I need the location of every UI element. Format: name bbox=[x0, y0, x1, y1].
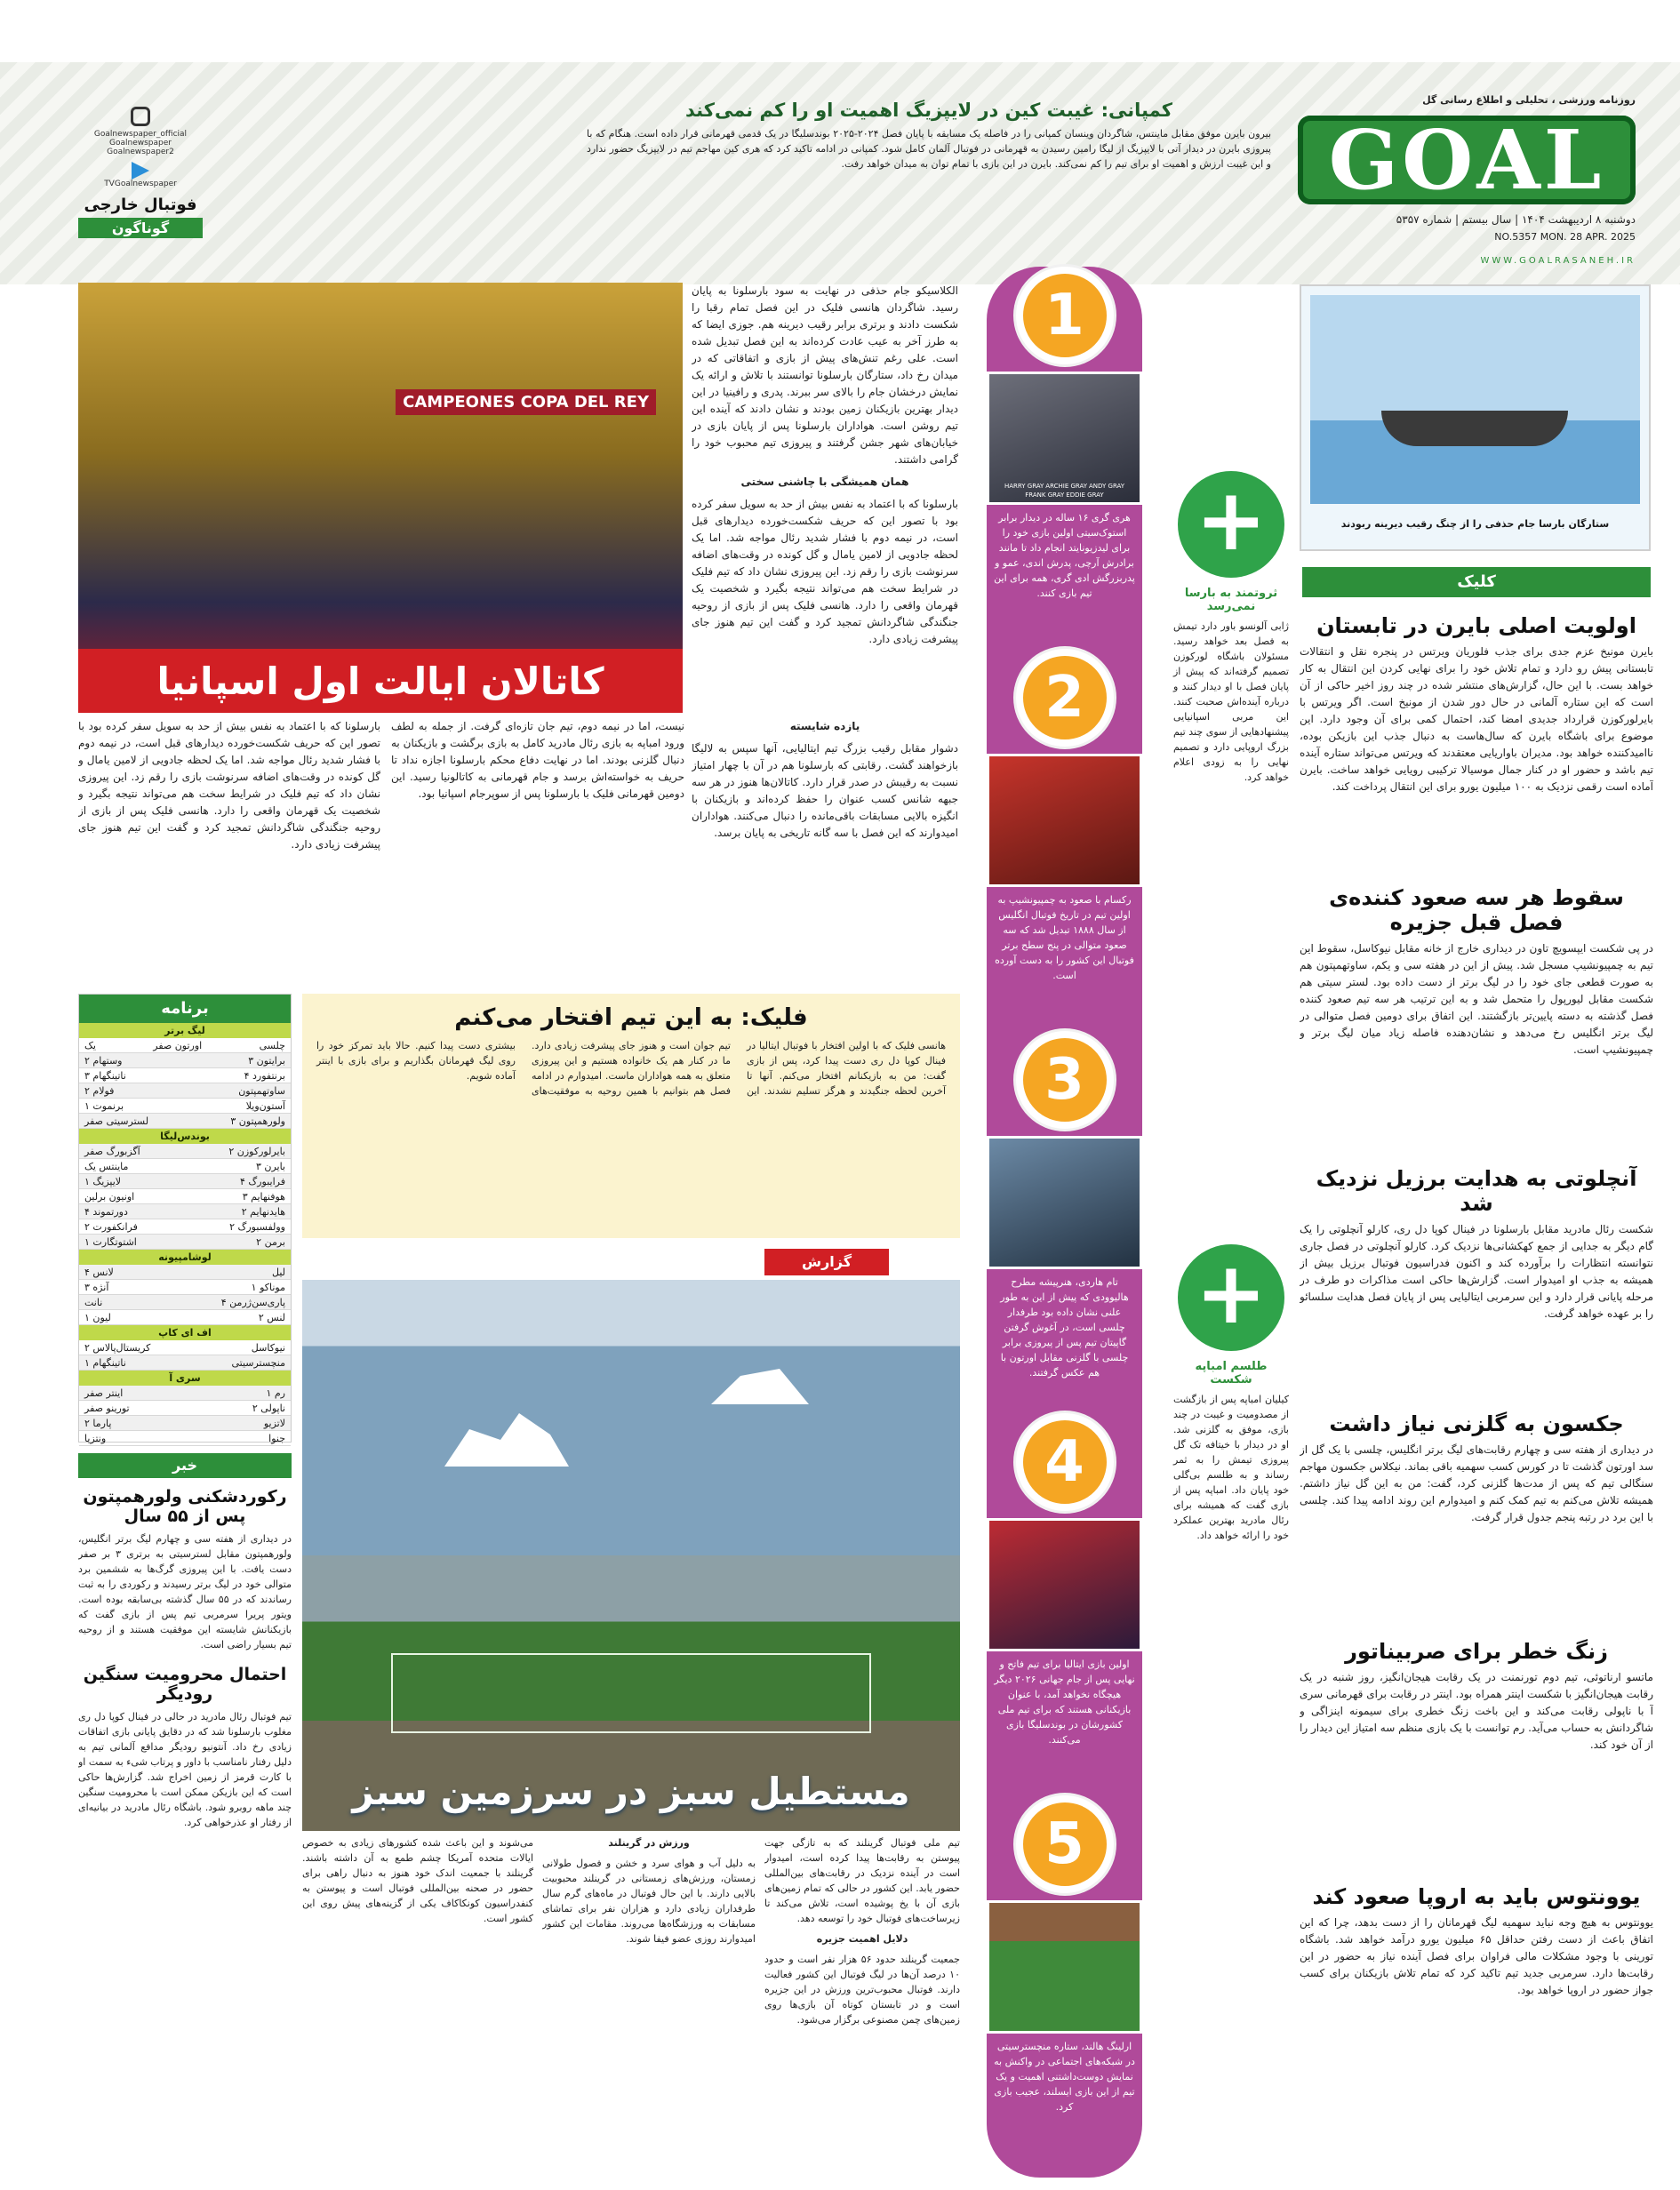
card bbox=[969, 1795, 1160, 2169]
report-photo bbox=[302, 1280, 960, 1831]
schedule-row bbox=[79, 1310, 291, 1325]
numbered-strip bbox=[969, 267, 1160, 2178]
main-col1-text: الکلاسیکو جام حذفی در نهایت به سود بارسلونا به پایان رسید. شاگردان هانسی فلیک در این فصل تمام رقبا را شکست دادند و برتری برابر رقیب دیرینه هم. جوزی ایضا که به طرز آخر به عیب عادت کرده‌اند به این فصل تبدیل شده است. علی رغم تنش‌های پیش از بازی و اتفاقاتی که در میدان رخ داد، ستارگان بارسلونا توانستند با تلاش و ارائه یک نمایش درخشان جام را بالای سر ببرند. پدری و رافینیا در این دیدار بهترین بازیکنان زمین بودند و نشان دادند که آینده این تیم روشن است. هواداران بارسلونا پس از پایان بازی در خیابان‌های شهر جشن گرفتند و پیروزی تیم محبوب خود را گرامی داشتند. bbox=[692, 284, 958, 466]
masthead bbox=[1280, 71, 1653, 284]
section-sub: گوناگون bbox=[78, 218, 203, 238]
schedule-cell: اونیون برلین bbox=[84, 1191, 135, 1203]
report-headline-bar bbox=[302, 1755, 960, 1826]
player-label: EDDIE GRAY bbox=[1066, 492, 1104, 499]
flick-body: هانسی فلیک که با اولین افتخار با فوتبال ایتالیا در فینال کوپا دل ری دست پیدا کرد، پس از بازی گفت: من به بازیکنانم افتخار می‌کنم. آنها تا آخرین لحظه جنگیدند و هرگز تسلیم نشدند. این تیم جوان است و هنوز جای پیشرفت زیادی دارد. ما در کنار هم یک خانواده هستیم و این پیروزی متعلق به همه هواداران ماست. امیدوارم در ادامه فصل هم بتوانیم با همین روحیه به موفقیت‌های بیشتری دست پیدا کنیم. حالا باید تمرکز خود را روی لیگ قهرمانان بگذاریم و برای بازی با اینتر آماده شویم. bbox=[316, 1040, 946, 1097]
report-headline: مستطیل سبز در سرزمین سبز bbox=[352, 1769, 910, 1813]
section-badge bbox=[78, 107, 203, 284]
news-box bbox=[78, 1453, 292, 2182]
report-label bbox=[764, 1249, 889, 1275]
iceberg-shape bbox=[444, 1413, 569, 1467]
schedule-cell: وستهام ۲ bbox=[84, 1055, 123, 1067]
football-pitch bbox=[391, 1653, 871, 1733]
side-story-title: زنگ خطر برای صربیناتور bbox=[1345, 1639, 1608, 1664]
card-photo bbox=[987, 1518, 1142, 1651]
flick-box bbox=[302, 994, 960, 1238]
news-body: تیم فوتبال رئال مادرید در حالی در فینال کوپا دل ری مغلوب بارسلونا شد که در دقایق پایانی بازی اتفاقات زیادی رخ داد. آنتونیو رودیگر مدافع آلمانی تیم به دلیل رفتار نامناسب با داور و پرتاب شیء به سمت او با کارت قرمز از زمین اخراج شد. گزارش‌ها حاکی است که این بازیکن ممکن است با محرومیت سنگین چند ماهه روبرو شود. باشگاه رئال مادرید در بیانیه‌ای از رفتار او عذرخواهی کرد. bbox=[78, 1711, 292, 1828]
schedule-cell: آستون‌ویلا bbox=[245, 1100, 285, 1112]
flick-title: فلیک: به این تیم افتخار می‌کنم bbox=[454, 1004, 808, 1031]
card bbox=[969, 1031, 1160, 1404]
main-col1-repeat: بارسلونا که با اعتماد به نفس بیش از حد به سویل سفر کرده بود با تصور این که حریف شکست‌خورده دیدارهای قبل است، در نیمه دوم با فشار شدید رئال مواجه شد. اما یک لحظه جادویی از لامین یامال و گل کونده در وقت‌های اضافه سرنوشت بازی را رقم زد. این پیروزی نشان داد که تیم فلیک در شرایط سخت هم می‌تواند نتیجه بگیرد و شخصیت یک قهرمان واقعی را دارد. هانسی فلیک پس از بازی از روحیه جنگندگی شاگردانش تمجید کرد و گفت این تیم هنوز جای پیشرفت زیادی دارد. bbox=[78, 720, 380, 851]
teaser-body: کیلیان امباپه پس از بازگشت از مصدومیت و غیبت در چند بازی، موفق به گلزنی شد. او در دیدار با خیتافه تک گل پیروزی تیمش را به ثمر رساند و به طلسم بی‌گلی خود پایان داد. امباپه پس از بازی گفت که همیشه برای رئال مادرید بهترین عملکرد خود را ارائه خواهد داد. bbox=[1173, 1394, 1289, 1541]
report-col-3 bbox=[302, 1835, 533, 2182]
schedule-row bbox=[79, 1355, 291, 1371]
side-story-body: شکست رئال مادرید مقابل بارسلونا در فینال کوپا دل ری، کارلو آنچلوتی را یک گام دیگر به جدایی از جمع کهکشانی‌ها نزدیک کرد. کارلو آنچلوتی در فصل جاری نتوانسته انتظارات را برآورده کند و اکنون فدراسیون فوتبال برزیل بیش از همیشه به جذب او امیدوار است. گزارش‌ها حاکی است مذاکرات دو طرف در مرحله پایانی قرار دارد و این سرمربی ایتالیایی پس از پایان فصل هدایت سلسائو را بر عهده خواهد گرفت. bbox=[1300, 1223, 1653, 1320]
main-photo-banner: CAMPEONES COPA DEL REY bbox=[396, 389, 656, 415]
teaser bbox=[1173, 471, 1289, 1182]
schedule-row bbox=[79, 1401, 291, 1416]
side-story-title: یوونتوس باید به اروپا صعود کند bbox=[1312, 1884, 1641, 1909]
masthead-logo bbox=[1298, 112, 1636, 208]
schedule-row bbox=[79, 1114, 291, 1129]
schedule-cell: لایپزیگ ۱ bbox=[84, 1176, 122, 1187]
schedule-title: برنامه bbox=[161, 999, 209, 1018]
card-number: 1 bbox=[1016, 267, 1114, 364]
schedule-group-header: لیگ برتر bbox=[79, 1023, 291, 1038]
main-subhead: همان همیشگی با چاشنی سختی bbox=[740, 476, 909, 488]
schedule-row bbox=[79, 1340, 291, 1355]
main-headline: کاتالان ایالت اول اسپانیا bbox=[156, 659, 604, 703]
news-title: رکوردشکنی ولورهمپتون پس از ۵۵ سال bbox=[83, 1487, 287, 1526]
masthead-website: WWW.GOALRASANEH.IR bbox=[1480, 256, 1636, 266]
side-story bbox=[1300, 885, 1653, 1161]
schedule-cell: هایدنهایم ۲ bbox=[241, 1206, 285, 1218]
schedule-group-header: سری آ bbox=[79, 1371, 291, 1386]
news-label-bar bbox=[78, 1453, 292, 1478]
schedule-group-header: بوندس‌لیگا bbox=[79, 1129, 291, 1144]
schedule-cell: برمن ۲ bbox=[256, 1236, 285, 1248]
news-label: خبر bbox=[172, 1457, 197, 1474]
card bbox=[969, 649, 1160, 1022]
top-story-title: کمپانی: غیبت کین در لایپزیگ اهمیت او را کم نمی‌کند bbox=[685, 100, 1172, 121]
player-label: HARRY GRAY bbox=[1004, 483, 1044, 490]
main-col-1 bbox=[692, 283, 958, 709]
schedule-cell: رم ۱ bbox=[266, 1387, 285, 1399]
card-number: 5 bbox=[1016, 1795, 1114, 1893]
schedule-cell: موناکو ۱ bbox=[251, 1282, 285, 1293]
top-story bbox=[587, 100, 1271, 277]
report-subhead: دلایل اهمیت جزیره bbox=[816, 1933, 908, 1945]
schedule-box bbox=[78, 994, 292, 1443]
schedule-cell: ناتینگهام ۳ bbox=[84, 1070, 126, 1082]
schedule-cell: چلسی bbox=[259, 1040, 285, 1051]
boat-shape bbox=[1381, 411, 1568, 446]
side-story-body: در پی شکست ایپسویچ تاون در دیداری خارج از خانه مقابل نیوکاسل، سقوط این تیم به چمپیونشیپ مسجل شد. پیش از این در هفته سی و یکم، ساوتهمپتون هم به صورت قطعی جای خود را در لیگ برتر از دست داده بود. لستر سیتی هم شکست مقابل لیورپول را متحمل شد و به این ترتیب هر سه تیم صعود کننده فصل گذشته به دسته پایین‌تر بازگشتند. این اتفاق برای دومین فصل متوالی در لیگ برتر انگلیس رخ می‌دهد و نشان‌دهنده فاصله زیاد میان لیگ برتر و چمپیونشیپ است. bbox=[1300, 942, 1653, 1056]
schedule-cell: آنژه ۳ bbox=[84, 1282, 109, 1293]
side-story-title: جکسون به گلزنی نیاز داشت bbox=[1329, 1411, 1624, 1436]
schedule-row bbox=[79, 1038, 291, 1053]
schedule-row bbox=[79, 1431, 291, 1446]
click-bar bbox=[1302, 567, 1651, 597]
schedule-cell: فرانکفورت ۲ bbox=[84, 1221, 138, 1233]
report-col4-text: می‌شوند و این باعث شده کشورهای زیادی به خصوص ایالات متحده آمریکا چشم طمع به آن داشته باشند. گرینلند با جمعیت اندک خود هنوز به دنبال راهی برای حضور در صحنه بین‌المللی فوتبال است و پیوستن به کنفدراسیون کونکاکاف یکی از گزینه‌های پیش روی این کشور است. bbox=[302, 1837, 533, 1924]
card-number: 2 bbox=[1016, 649, 1114, 747]
schedule-cell: جنوا bbox=[268, 1433, 285, 1444]
main-col-4 bbox=[78, 718, 380, 985]
schedule-row bbox=[79, 1235, 291, 1250]
schedule-cell: فولام ۲ bbox=[84, 1085, 115, 1097]
side-story-body: یوونتوس به هیچ وجه نباید سهمیه لیگ قهرمانان را از دست بدهد، چرا که این اتفاق باعث از دست رفتن حداقل ۶۵ میلیون یورو درآمد خواهد شد. باشگاه تورینی با وجود مشکلات مالی فراوان برای فصل آینده نیاز به حضور در این رقابت‌ها دارد. سرمربی جدید تیم تاکید کرد که تمام تلاش بازیکنان برای کسب جواز حضور در اروپا خواهد بود. bbox=[1300, 1916, 1653, 1996]
card-caption: تام هاردی، هنرپیشه مطرح هالیوودی که پیش از این به طور علنی نشان داده بود طرفدار چلسی است، در آغوش گرفتن گاپیتان تیم پس از پیروزی برابر چلسی با گلزنی مقابل اورتون با هم عکس گرفتند. bbox=[1000, 1276, 1129, 1379]
schedule-cell: برنتفورد ۴ bbox=[244, 1070, 285, 1082]
side-story bbox=[1300, 1166, 1653, 1406]
masthead-date: دوشنبه ۸ اردیبهشت ۱۴۰۴ | سال بیستم | شماره ۵۳۵۷ bbox=[1396, 213, 1636, 226]
social-handle: Goalnewspaper2 bbox=[107, 148, 174, 156]
teaser-title: طلسم امباپه شکست bbox=[1195, 1360, 1268, 1387]
report-col-2 bbox=[542, 1835, 756, 2182]
schedule-cell: لیل bbox=[271, 1267, 285, 1278]
schedule-cell: برایتون ۳ bbox=[248, 1055, 285, 1067]
top-story-body: بیرون بایرن موفق مقابل ماینتس، شاگردان وینسان کمپانی را در فاصله یک مسابقه با پایان فصل ۲۰۲۴-۲۰۲۵ بوندسلیگا در یک قدمی قهرمانی قرار داده است. هنگام که با پیروزی بایرن در دیدار آتی با لایپزیگ از لیگا رامین رسیدن به قهرمانی در فوتبال آلمان کامل شود. کمپانی در ادامه تاکید کرد که هری کین مهاجم تیم در لایپزیگ حضور ندارد و این غیبت ارزش و اهمیت او برای تیم را کم نمی‌کند. بایرن در این بازی با تمام توان به میدان خواهد رفت. bbox=[587, 128, 1272, 170]
schedule-cell: یک bbox=[84, 1040, 96, 1051]
social-handle: TVGoalnewspaper bbox=[104, 180, 177, 188]
side-story bbox=[1300, 1639, 1653, 1879]
side-story-body: ماتسو ارناتوئی، تیم دوم تورنمنت در یک رقابت هیجان‌انگیز، روز شنبه در یک رقابت هیجان‌انگیز با شکست اینتر همراه بود. اینتر در رقابت برای قهرمانی سری آ با ناپولی رقابت می‌کند و این باخت زنگ خطری برای سیمونه اینزاگی و شاگردانش به حساب می‌آید. رم توانست با یک بازی منظم سه امتیاز این دیدار را از آن خود کند. bbox=[1300, 1671, 1653, 1751]
schedule-cell: فرایبورگ ۴ bbox=[239, 1176, 285, 1187]
schedule-row bbox=[79, 1083, 291, 1099]
social-handle: Goalnewspaper_official bbox=[93, 130, 188, 139]
cartoon-box bbox=[1300, 284, 1651, 551]
main-subhead: یازده شایسته bbox=[789, 720, 860, 732]
section-label: فوتبال خارجی bbox=[84, 196, 197, 214]
report-col3-text: به دلیل آب و هوای سرد و خشن و فصول طولانی زمستان، ورزش‌های زمستانی در گرینلند محبوبیت بالایی دارند. با این حال فوتبال در ماه‌های گرم سال طرفداران زیادی دارد و هزاران نفر برای تماشای مسابقات به ورزشگاه‌ها می‌روند. مقامات این کشور امیدوارند روزی عضو فیفا شوند. bbox=[542, 1858, 756, 1945]
schedule-group-header: لوشامپیونه bbox=[79, 1250, 291, 1265]
schedule-cell: آگزبورگ صفر bbox=[84, 1146, 140, 1157]
teaser-body: ژابی آلونسو باور دارد تیمش به فصل بعد خواهد رسید. مسئولان باشگاه لورکوزن تصمیم گرفته‌اند که پیش از پایان فصل با او دیدار کنند و درباره آینده‌اش صحبت کنند. این مربی اسپانیایی پیشنهادهایی از سوی چند تیم بزرگ اروپایی دارد و تصمیم نهایی را به زودی اعلام خواهد کرد. bbox=[1173, 620, 1289, 783]
schedule-cell: بایرن ۳ bbox=[255, 1161, 285, 1172]
brand-text: GOAL bbox=[1328, 112, 1605, 208]
schedule-cell: تورینو صفر bbox=[84, 1403, 130, 1414]
schedule-cell: اینتر صفر bbox=[84, 1387, 124, 1399]
schedule-cell: پاری‌سن‌ژرمن ۴ bbox=[220, 1297, 285, 1308]
schedule-title-bar bbox=[79, 995, 291, 1023]
main-col-2 bbox=[692, 718, 958, 985]
card-caption: اولین بازی ایتالیا برای تیم فاتح و نهایی پس از جام جهانی ۲۰۲۶ دیگر هیچگاه نخواهد آمد، با عنوان بازیکنانی هستند که برای تیم ملی کشورشان در بوندسلیگا بازی می‌کنند. bbox=[994, 1658, 1135, 1746]
schedule-row bbox=[79, 1189, 291, 1204]
side-story-body: در دیداری از هفته سی و چهارم رقابت‌های لیگ برتر انگلیس، چلسی با یک گل از سد اورتون گذشت تا در کورس کسب سهمیه باقی بماند. نیکلاس جکسون مهاجم سنگالی تیم که پس از مدت‌ها گلزنی کرد، گفت: من به این گل نیاز داشتم. همیشه تلاش می‌کنم به تیم کمک کنم و امیدوارم این روند ادامه پیدا کند. چلسی با این برد در رتبه پنجم جدول قرار گرفت. bbox=[1300, 1443, 1653, 1523]
player-label: FRANK GRAY bbox=[1025, 492, 1065, 499]
schedule-cell: ساوتهمپتون bbox=[238, 1085, 285, 1097]
main-col2-text: بارسلونا که با اعتماد به نفس بیش از حد به سویل سفر کرده بود با تصور این که حریف شکست‌خورده دیدارهای قبل است، در نیمه دوم با فشار شدید رئال مواجه شد. اما یک لحظه جادویی از لامین یامال و گل کونده در وقت‌های اضافه سرنوشت بازی را رقم زد. این پیروزی نشان داد که تیم فلیک در شرایط سخت هم می‌تواند نتیجه بگیرد و شخصیت یک قهرمان واقعی را دارد. هانسی فلیک پس از بازی از روحیه جنگندگی شاگردانش تمجید کرد و گفت این تیم هنوز جای پیشرفت زیادی دارد. bbox=[692, 498, 958, 645]
teaser-title: ثروتمند به بارسا نمی‌رسد bbox=[1184, 587, 1278, 613]
report-col2-text: جمعیت گرینلند حدود ۵۶ هزار نفر است و حدود ۱۰ درصد آن‌ها در لیگ فوتبال این کشور فعالیت دارند. فوتبال محبوب‌ترین ورزش در این جزیره است و در تابستان کوتاه آن بازی‌ها روی زمین‌های چمن مصنوعی برگزار می‌شود. bbox=[764, 1954, 960, 2026]
cartoon-illustration bbox=[1310, 295, 1640, 504]
side-story bbox=[1300, 1884, 1653, 2160]
social-handle: Goalnewspaper bbox=[109, 139, 172, 148]
side-story bbox=[1300, 1411, 1653, 1634]
schedule-cell: لانس ۴ bbox=[84, 1267, 114, 1278]
schedule-row bbox=[79, 1204, 291, 1219]
card-photo bbox=[987, 1900, 1142, 2034]
schedule-cell: نانت bbox=[84, 1297, 103, 1308]
masthead-en: NO.5357 MON. 28 APR. 2025 bbox=[1494, 231, 1636, 243]
plus-icon: + bbox=[1178, 1244, 1284, 1351]
schedule-row bbox=[79, 1099, 291, 1114]
side-story-title: آنچلوتی به هدایت برزیل نزدیک شد bbox=[1316, 1166, 1637, 1216]
schedule-cell: دورتموند ۴ bbox=[84, 1206, 128, 1218]
masthead-tagline: روزنامه ورزشی ، تحلیلی و اطلاع رسانی گل bbox=[1422, 94, 1636, 106]
click-label: کلیک bbox=[1457, 572, 1496, 591]
player-label: ARCHIE GRAY bbox=[1045, 483, 1087, 490]
report-col-1 bbox=[764, 1835, 960, 2182]
schedule-cell: اورتون صفر bbox=[153, 1040, 203, 1051]
side-story bbox=[1300, 613, 1653, 880]
schedule-cell: نیوکاسل bbox=[251, 1342, 285, 1354]
player-label: ANDY GRAY bbox=[1089, 483, 1125, 490]
card-photo bbox=[987, 372, 1142, 505]
schedule-cell: لیون ۱ bbox=[84, 1312, 111, 1323]
main-col-3 bbox=[391, 718, 684, 985]
schedule-row bbox=[79, 1159, 291, 1174]
cartoon-caption: ستارگان بارسا جام حذفی را از چنگ رقیب دیرینه ربودند bbox=[1340, 518, 1610, 530]
side-story-body: بایرن مونیخ عزم جدی برای جذب فلوریان ویرتس در پنجره نقل و انتقالات تابستانی پیش رو دارد و تمام تلاش خود را برای نهایی کردن این انتقال به کار خواهد بست. با این حال، گزارش‌های منتشر شده در چند روز اخیر حاکی از آن است که این ستاره آلمانی در حال دور شدن از مونیخ است. اگر ویرتس با بایرلورکوزن قرارداد جدیدی امضا کند، احتمال کمی برای آن وجود دارد. این موضوع برای باشگاه بایرن که سال‌هاست به دنبال جذب این بازیکن بوده، ناامیدکننده خواهد بود. مدیران باواریایی معتقدند که ویرتس می‌تواند ستاره آینده تیم باشد و حضور او در کنار جمال موسیالا ترکیبی رویایی خواهد ساخت. بایرن آماده است رقمی نزدیک به ۱۰۰ میلیون یورو برای این انتقال پرداخت کند. bbox=[1300, 645, 1653, 793]
schedule-cell: هوفنهایم ۳ bbox=[242, 1191, 285, 1203]
main-photo bbox=[78, 283, 683, 709]
schedule-cell: ماینتس یک bbox=[84, 1161, 129, 1172]
side-story-title: سقوط هر سه صعود کننده‌ی فصل قبل جزیره bbox=[1329, 885, 1624, 935]
schedule-row bbox=[79, 1144, 291, 1159]
schedule-cell: وولفسبورگ ۲ bbox=[229, 1221, 285, 1233]
card-number: 4 bbox=[1016, 1413, 1114, 1511]
report-label-text: گزارش bbox=[801, 1253, 852, 1270]
news-body: در دیداری از هفته سی و چهارم لیگ برتر انگلیس، ولورهمپتون مقابل لسترسیتی به برتری ۳ بر صفر دست یافت. با این پیروزی گرگ‌ها به ششمین برد متوالی خود در لیگ برتر رسیدند و رکوردی را به ثبت رساندند که در ۵۵ سال گذشته بی‌سابقه بوده است. ویتور پریرا سرمربی تیم پس از بازی گفت که بازیکنانش شایسته این موفقیت هستند و از روحیه تیم بسیار راضی است. bbox=[78, 1533, 292, 1650]
schedule-row bbox=[79, 1174, 291, 1189]
schedule-cell: اشتوتگارت ۱ bbox=[84, 1236, 137, 1248]
card bbox=[969, 1413, 1160, 1786]
schedule-group-header: اف ای کاپ bbox=[79, 1325, 291, 1340]
card-caption: رکسام با صعود به چمپیونشیپ به اولین تیم در تاریخ فوتبال انگلیس از سال ۱۸۸۸ تبدیل شد که سه صعود متوالی در پنج سطح برتر فوتبال این کشور را به دست آورده است. bbox=[995, 894, 1134, 981]
instagram-icon bbox=[131, 107, 150, 126]
card-photo bbox=[987, 1136, 1142, 1269]
schedule-cell: کریستال‌پالاس ۲ bbox=[84, 1342, 151, 1354]
main-col3-text: دشوار مقابل رقیب بزرگ تیم ایتالیایی، آنها سپس به لالیگا بازخواهند گشت. رقابتی که بارسلونا هم در آن با چهار امتیاز نسبت به رقیبش در صدر قرار دارد. کاتالان‌ها هنوز در هر سه جبهه شانس کسب عنوان را حفظ کرده‌اند و بازیکنان با انگیزه بالایی مسابقات باقی‌مانده را دنبال می‌کنند. هواداران امیدوارند که این فصل با سه گانه تاریخی به پایان برسد. bbox=[692, 742, 958, 839]
schedule-cell: لنس ۲ bbox=[258, 1312, 285, 1323]
schedule-cell: ونتزیا bbox=[84, 1433, 107, 1444]
card-caption: ارلینگ هالند، ستاره منچسترسیتی در شبکه‌های اجتماعی در واکنش به نمایش دوست‌داشتنی اهمیت و یک تیم از این بازی ایسلند، عجیب بازی کرد. bbox=[994, 2041, 1135, 2113]
schedule-row bbox=[79, 1280, 291, 1295]
schedule-cell: ناتینگهام ۱ bbox=[84, 1357, 126, 1369]
schedule-cell: لاتزیو bbox=[263, 1418, 285, 1429]
schedule-row bbox=[79, 1416, 291, 1431]
schedule-cell: منچسترسیتی bbox=[231, 1357, 285, 1369]
main-headline-bar bbox=[78, 649, 683, 713]
schedule-cell: لسترسیتی صفر bbox=[84, 1115, 149, 1127]
schedule-row bbox=[79, 1386, 291, 1401]
report-col1-text: تیم ملی فوتبال گرینلند که به تازگی جهت پیوستن به رقابت‌ها پیدا کرده است، امیدوار است در آینده نزدیک در رقابت‌های بین‌المللی حضور یابد. این کشور در حالی که تمام زمین‌های بازی آن با یخ پوشیده است، تلاش می‌کند تا زیرساخت‌های فوتبال خود را توسعه دهد. bbox=[764, 1837, 960, 1924]
teaser bbox=[1173, 1244, 1289, 1831]
schedule-cell: ناپولی ۲ bbox=[252, 1403, 285, 1414]
schedule-cell: پارما ۲ bbox=[84, 1418, 112, 1429]
news-title: احتمال محرومیت سنگین رودیگر bbox=[83, 1665, 287, 1704]
schedule-row bbox=[79, 1295, 291, 1310]
schedule-cell: برنموت ۱ bbox=[84, 1100, 124, 1112]
report-subhead: ورزش در گرینلند bbox=[608, 1837, 690, 1849]
side-stories bbox=[1300, 613, 1653, 2186]
iceberg-shape bbox=[711, 1369, 809, 1404]
plus-icon: + bbox=[1178, 471, 1284, 578]
schedule-cell: بایرلورکوزن ۲ bbox=[228, 1146, 285, 1157]
card-photo bbox=[987, 754, 1142, 887]
card bbox=[969, 267, 1160, 640]
card-number: 3 bbox=[1016, 1031, 1114, 1129]
main-col4-text: نیست، اما در نیمه دوم، تیم جان تازه‌ای گرفت. از جمله به لطف ورود امباپه به بازی رئال مادرید کامل به بازی برگشت و بازیکنان به دنبال گلزنی بودند. اما در نهایت دفاع محکم بارسلونا اجازه نداد تا حریف به خواسته‌اش برسد و جام قهرمانی به کاتالونیا رسید. این دومین قهرمانی فلیک با بارسلونا پس از سوپرجام اسپانیا بود. bbox=[391, 720, 684, 800]
schedule-row bbox=[79, 1053, 291, 1068]
card-caption: هری گری ۱۶ ساله در دیدار برابر استوک‌سیتی اولین بازی خود را برای لیدزیونایتد انجام داد تا مانند برادرش آرچی، پدرش اندی، عمو و پدربزرگش ادی گری، همه برای این تیم بازی کنند. bbox=[994, 512, 1135, 599]
schedule-row bbox=[79, 1219, 291, 1235]
schedule-list bbox=[79, 1023, 291, 1446]
schedule-row bbox=[79, 1068, 291, 1083]
telegram-icon bbox=[132, 162, 149, 180]
schedule-row bbox=[79, 1265, 291, 1280]
schedule-cell: ولورهمپتون ۳ bbox=[230, 1115, 285, 1127]
side-story-title: اولویت اصلی بایرن در تابستان bbox=[1316, 613, 1636, 638]
